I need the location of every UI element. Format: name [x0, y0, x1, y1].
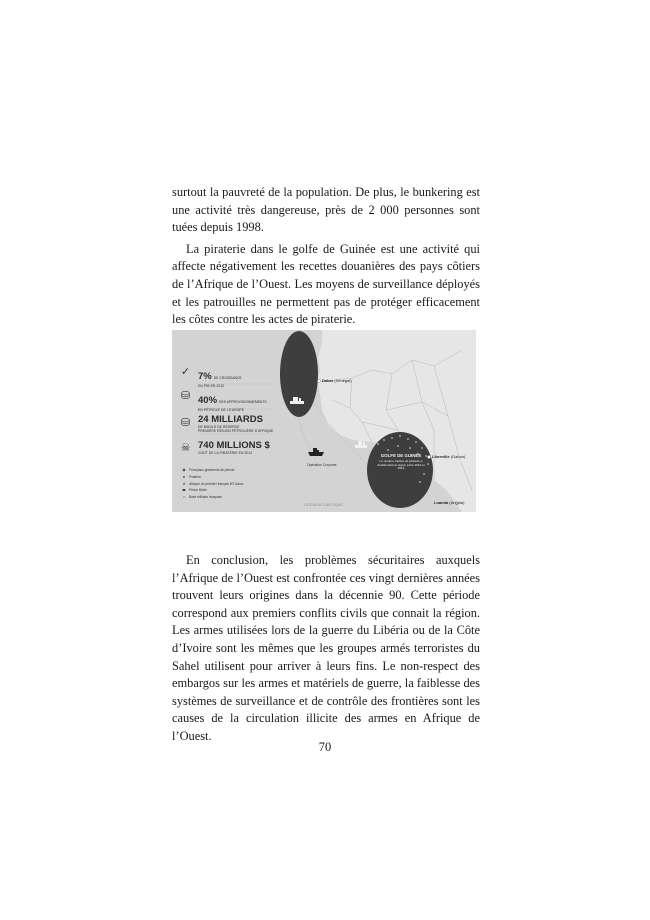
oil-field-icon: ◉ — [182, 467, 186, 472]
stat-growth: 7% DE CROISSANCE DU PIB EN 2012 — [198, 371, 242, 388]
top-text-block — [172, 184, 480, 329]
fishing-icon: ⬬ — [182, 487, 186, 493]
page-number: 70 — [318, 740, 332, 754]
stat-piracy-cost: 740 MILLIONS $ COÛT DE LA PIRATERIE EN 2012 — [198, 440, 270, 455]
military-base-icon: ○ — [182, 494, 186, 500]
gulf-of-guinea-infographic — [172, 330, 476, 512]
warship-icon — [308, 448, 324, 456]
city-label-luanda: Luanda (Angola) — [434, 500, 465, 505]
check-icon: ✓ — [180, 366, 191, 378]
senegal-piracy-zone — [280, 331, 318, 417]
paragraph-piraterie: La piraterie dans le golfe de Guinée est une activité qui affecte négativement les recettes douanières des pays côtiers de l’Afrique de l’Ouest. Les moyens de surveillance déployés et les patrouilles ne permettent pas de protéger efficacement les côtes contre les actes de piraterie. — [172, 241, 480, 327]
ocean-label: OCÉAN ATLANTIQUE — [304, 503, 344, 507]
legend-item: ⬬ Pêche illicite — [182, 487, 207, 493]
city-label-libreville: Libreville (Gabon) — [432, 454, 466, 459]
attack-icon: ♦ — [182, 480, 186, 486]
pirate-skull-icon: ☠ — [180, 442, 191, 454]
piracy-dot-icon: ● — [182, 473, 186, 479]
legend-item: ● Piraterie — [182, 473, 201, 479]
golfe-label: GOLFE DE GUINÉE Le nombre d'actes de piraterie a doublé dans la région entre 2010 et 2012 — [377, 453, 425, 471]
paragraph-conclusion: En conclusion, les problèmes sécuritaires auxquels l’Afrique de l’Ouest est confrontée ces vingt dernières années trouvent leurs origines dans la décennie 90. Cette période correspond aux premiers conflits civils que connait la région. Les armes utilisées lors de la guerre du Libéria ou de la Côte d’Ivoire sont les mêmes que les groupes armés terroristes du Sahel utilisent pour arriver à leurs fins. Le non-respect des embargos sur les armes et matériels de guerre, la faiblesse des systèmes de surveillance et de contrôle des frontières sont les causes de la circulation illicite des armes en Afrique de l’Ouest. — [172, 553, 480, 743]
legend-item: ◉ Principaux gisements de pétrole — [182, 467, 235, 472]
legend-item: ○ Base militaire française — [182, 494, 222, 500]
paragraph-bunkering: surtout la pauvreté de la population. De plus, le bunkering est une activité très dangereuse, près de 2 000 personnes sont tuées depuis 1998. — [172, 185, 480, 235]
bottom-text-block — [172, 552, 480, 746]
operation-label: Opération Corymbe — [307, 463, 337, 467]
city-label-dakar: Dakar (Sénégal) — [322, 378, 352, 383]
legend-item: ♦ Attaque du pétrolier français MT Adour — [182, 480, 244, 486]
stat-europe-supply: 40% DES APPROVISIONNEMENTS EN PÉTROLE DE L'EUROPE — [198, 395, 267, 412]
oil-barrel-icon: ⛁ — [180, 390, 191, 402]
oil-barrel-icon: ⛁ — [180, 417, 191, 429]
map-legend — [181, 467, 244, 501]
stat-reserves: 24 MILLIARDS DE BARILS DE RÉSERVE PREMIÈRE RÉGION PÉTROLIÈRE D'AFRIQUE — [198, 414, 274, 433]
ship-icon-guinea — [355, 441, 367, 448]
